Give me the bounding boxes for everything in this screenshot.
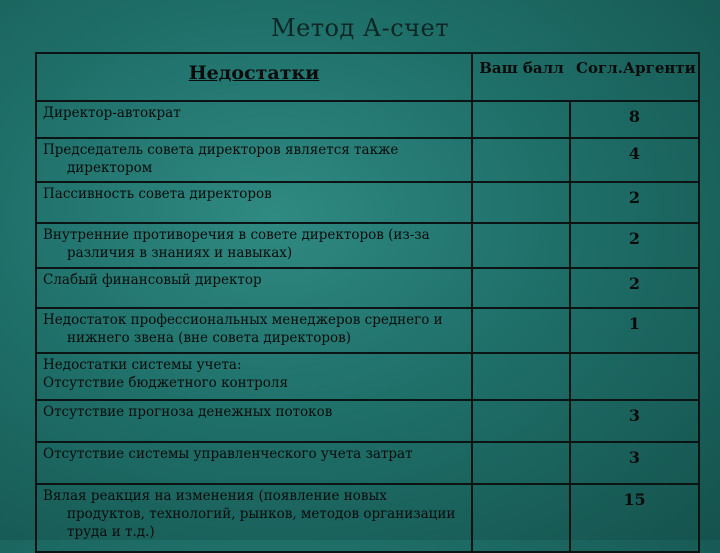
table-row [36,353,699,400]
score-cell[interactable] [472,138,570,182]
a-score-table [35,52,700,553]
row-label: Вялая реакция на изменения (появление новых продуктов, технологий, рынков, методов организации труда и т.д.) [36,484,472,552]
score-cell[interactable] [472,308,570,353]
argenti-value: 3 [570,400,699,442]
score-cell[interactable] [472,442,570,484]
table-row [36,223,699,268]
argenti-value: 2 [570,223,699,268]
score-cell[interactable] [472,400,570,442]
score-cell[interactable] [472,223,570,268]
slide-title: Метод А-счет [271,14,449,42]
table-row [36,101,699,138]
argenti-value: 4 [570,138,699,182]
table-header-row [36,53,699,101]
argenti-value: 15 [570,484,699,552]
table-row [36,138,699,182]
table-row [36,400,699,442]
score-cell[interactable] [472,101,570,138]
table-row [36,484,699,552]
argenti-value: 8 [570,101,699,138]
row-label: Пассивность совета директоров [36,182,472,223]
argenti-value: 3 [570,442,699,484]
argenti-value: 1 [570,308,699,353]
row-label: Недостатки системы учета: Отсутствие бюджетного контроля [36,353,472,400]
header-your-score: Ваш балл [472,53,570,101]
argenti-value: 2 [570,182,699,223]
score-cell[interactable] [472,353,570,400]
row-label: Недостаток профессиональных менеджеров среднего и нижнего звена (вне совета директоров) [36,308,472,353]
table-row [36,442,699,484]
argenti-value: 2 [570,268,699,308]
row-label: Директор-автократ [36,101,472,138]
header-shortcomings: Недостатки [36,53,472,101]
argenti-value [570,353,699,400]
table-row [36,182,699,223]
row-label: Внутренние противоречия в совете директоров (из-за различия в знаниях и навыках) [36,223,472,268]
row-label: Председатель совета директоров является также директором [36,138,472,182]
table-row [36,308,699,353]
row-label: Слабый финансовый директор [36,268,472,308]
row-label: Отсутствие системы управленческого учета затрат [36,442,472,484]
header-argenti: Согл.Аргенти [570,53,699,101]
score-cell[interactable] [472,182,570,223]
table-row [36,268,699,308]
score-cell[interactable] [472,484,570,552]
score-cell[interactable] [472,268,570,308]
row-label: Отсутствие прогноза денежных потоков [36,400,472,442]
